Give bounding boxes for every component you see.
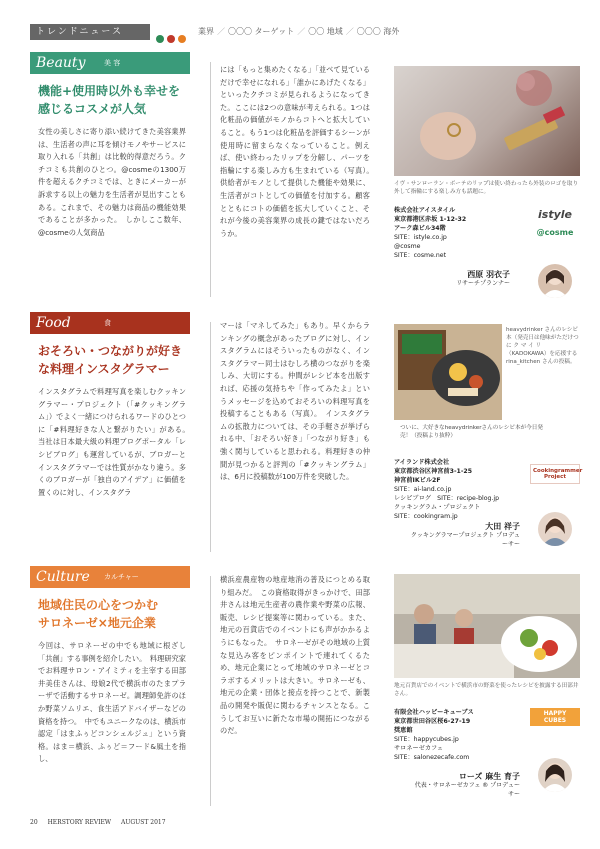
food-person-avatar xyxy=(538,512,572,546)
culture-company-info: 有限会社ハッピーキューブス 東京都世田谷区桜6-27-19 奨恵館 SITE：happycubes.jp サロネーゼカフェ SITE：salonezecafe.com xyxy=(394,709,474,761)
food-photo-bento xyxy=(394,324,502,420)
section-beauty xyxy=(30,52,580,307)
food-photo-note: heavydrinker さんのレシピ本（発売日は他味がただけつ に ク マ イ リ（KADOKAWA）を応援する rina_kitchen さんの投稿。 xyxy=(506,327,579,365)
food-heading-en: Food xyxy=(36,315,71,331)
dot-green xyxy=(156,35,164,43)
dot-red xyxy=(167,35,175,43)
culture-photo-caption: 地元百貨店でのイベントで横浜市の野菜を使ったレシピを披露する田部井さん。 xyxy=(394,683,579,697)
culture-person-avatar xyxy=(538,758,572,792)
issue-date: AUGUST 2017 xyxy=(121,819,166,826)
beauty-column-divider xyxy=(210,62,211,297)
food-person-name: 大田 祥子 xyxy=(485,522,520,531)
beauty-body-col2: には「もっと集めたくなる」「並べて見ているだけで幸せになれる」「誰かにあげたくなる」といったクチコミが見られるようになってきた。ここには2つの意味が考えられる。1つは化粧品の価値がモノからコトへと拡大していること。もう1つは化粧品を評価するシーンが使用時に留まらなくなっていること。例えば、使い終わったリップを分解し、パーツを指輪にする楽しみ方も生まれている（写真）。 供給者がモノとして提供した機能や効果に、生活者がコトとしての価値を付加する。顧客とともにコトの価値を拡大していくこと、それが今後の美容業界の成長の鍵ではないだろうか。 xyxy=(220,65,378,238)
culture-column-divider xyxy=(210,576,211,806)
culture-photo-event xyxy=(394,574,580,678)
beauty-heading xyxy=(30,52,190,74)
culture-title: 地域住民の心をつかむ サロネーゼ×地元企業 xyxy=(38,598,159,630)
culture-heading-en: Culture xyxy=(36,569,90,585)
food-person-role: クッキングラマープロジェクト プロデューサー xyxy=(410,532,520,548)
beauty-photo-lipstick-ring xyxy=(394,66,580,176)
beauty-photo-caption: イヴ・サンローラン・ボーテのリップは使い終わったら外装のロゴを取り外して指輪にする楽しみ方も話題に。 xyxy=(394,181,579,195)
beauty-person-avatar xyxy=(538,264,572,298)
culture-body-col1: 今回は、サロネーゼの中でも地域に根ざし「共創」する事例を紹介したい。 料理研究家でお料理サロン・アイミティを主宰する田部井美佳さんは、母娘2代で横浜市のたまプラーザで活動するサロネーゼ。調理師免許のほか野菜ソムリエ、食生活アドバイザーなどの資格を持つ。 中でもユニークなのは、横浜市認定「はまふぅどコンシェルジュ」という資格。はま＝横浜、ふぅど＝フード&風土を指し、 xyxy=(38,641,186,764)
culture-person xyxy=(410,772,520,799)
beauty-title: 機能+使用時以外も幸せを 感じるコスメが人気 xyxy=(38,84,181,116)
food-person xyxy=(410,522,520,549)
food-column-divider xyxy=(210,322,211,552)
category-dots xyxy=(156,28,196,36)
trend-news-label: トレンドニュース xyxy=(30,24,150,40)
beauty-person xyxy=(410,270,510,288)
category-industry: 業界 xyxy=(198,27,214,36)
happycubes-logo: HAPPY CUBES xyxy=(530,708,580,726)
culture-heading xyxy=(30,566,190,588)
culture-heading-jp: カルチャー xyxy=(104,573,139,581)
magazine-name: HERSTORY REVIEW xyxy=(47,819,112,826)
culture-person-role: 代表・サロネーゼカフェ ® プロデューサー xyxy=(414,782,520,798)
food-body-col1: インスタグラムで料理写真を楽しむクッキングラマー・プロジェクト（「#クッキングラム」）でよく一緒につけられるワードのひとつに「#料理好きな人と繋がりたい」がある。 当社は日本最大級の料理ブログポータル「レシピブログ」も運営しているが、ブロガーとインスタグラマーでは性質がかなり違う。多くのブロガーが「独自のアイデア」に価値を置くのに対し、インスタグラ xyxy=(38,387,194,497)
beauty-company-info: 株式会社アイスタイル 東京都港区赤坂 1-12-32 アーク森ビル34階 SITE：istyle.co.jp @cosme SITE：cosme.net xyxy=(394,207,467,259)
beauty-person-role: リサーチプランナー xyxy=(456,280,510,287)
section-food xyxy=(30,312,583,562)
beauty-heading-jp: 美 容 xyxy=(104,59,121,67)
food-body-col2: マーは「マネしてみた」もあり。早くからランキングの概念があったブログに対し、インスタグラムにはそういったものがなく、インスタグラマー同士はむしろ横のつながりを楽しみ、大切にする。仲間がレシピ本を出版すれば、応援の気持ちや「作ってみたよ」というメッセージを込めておそろいの料理写真を投稿することもある（写真）。 インスタグラムの拡散力については、その手軽さが挙げられる中、「おそろい好き」「つながり好き」も強く関与していると思われる。料理好きの仲間が見つかると評判の「#クッキングラム」は、6月に投稿数が100万件を突破した。 xyxy=(220,321,370,482)
page-footer xyxy=(30,818,580,828)
trend-news-header xyxy=(30,24,580,40)
category-overseas: 〇〇〇 海外 xyxy=(356,27,400,36)
food-photo-caption: ついに、大好きなheavydrinkerさんのレシピ本が今日発売！（投稿より抜粋） xyxy=(400,425,543,439)
beauty-body-col1: 女性の美しさに寄り添い続けてきた美容業界は、生活者の声に耳を傾けモノやサービスに取り入れる「共創」は比較的得意だろう。クチコミも共創のひとつ。@cosmeの1300万件を超えるクチコミでは、ときにメーカーが訴求する以上の魅力を生活者が見出すこともある。これまで、その魅力は商品の機能効果であることが多かった。 しかしここ数年、@cosmeの人気商品 xyxy=(38,127,186,237)
culture-body-col2: 横浜産農産物の地産地消の普及につとめる取り組みだ。 この資格取得がきっかけで、田部井さんは地元生産者の農作業や野菜の広報、販売、レシピ提案等に関わっている。また、地元の百貨店でのイベントにも声がかかるようにもなった。 サロネーゼがその地域の上質な見込み客をピンポイントで連れてくるため、地元企業にとって地域のサロネーゼとコラボするメリットは大きい。サロネーゼも、地元の企業・団体と接点を持つことで、新製品の開発や販促に関わるチャンスとなる。こうしてお互いに新たな市場の開拓につながるのだ。 xyxy=(220,575,370,736)
dot-orange xyxy=(178,35,186,43)
category-list: 業界 ／ 〇〇〇 ターゲット ／ 〇〇 地域 ／ 〇〇〇 海外 xyxy=(198,27,400,36)
category-target: 〇〇〇 ターゲット xyxy=(228,27,295,36)
beauty-heading-en: Beauty xyxy=(36,55,86,71)
food-heading-jp: 食 xyxy=(104,319,111,327)
food-title: おそろい・つながりが好き な料理インスタグラマー xyxy=(38,344,183,376)
cookingrammer-logo: Cookingrammer Project xyxy=(530,464,580,484)
istyle-logo: istyle xyxy=(538,208,572,221)
beauty-person-name: 西原 羽衣子 xyxy=(467,270,510,279)
page-number: 20 xyxy=(30,819,38,826)
category-region: 〇〇 地域 xyxy=(308,27,343,36)
food-company-info: アイランド株式会社 東京都渋谷区神宮前3-1-25 神宮前IKビル2F SITE：ai-land.co.jp レシピブログ SITE：recipe-blog.jp クッキングラム・プロジェクト SITE：cookingram.jp xyxy=(394,459,500,520)
section-culture xyxy=(30,566,580,812)
culture-person-name: ローズ 麻生 育子 xyxy=(458,772,520,781)
cosme-logo: @cosme xyxy=(536,228,574,237)
food-heading xyxy=(30,312,190,334)
